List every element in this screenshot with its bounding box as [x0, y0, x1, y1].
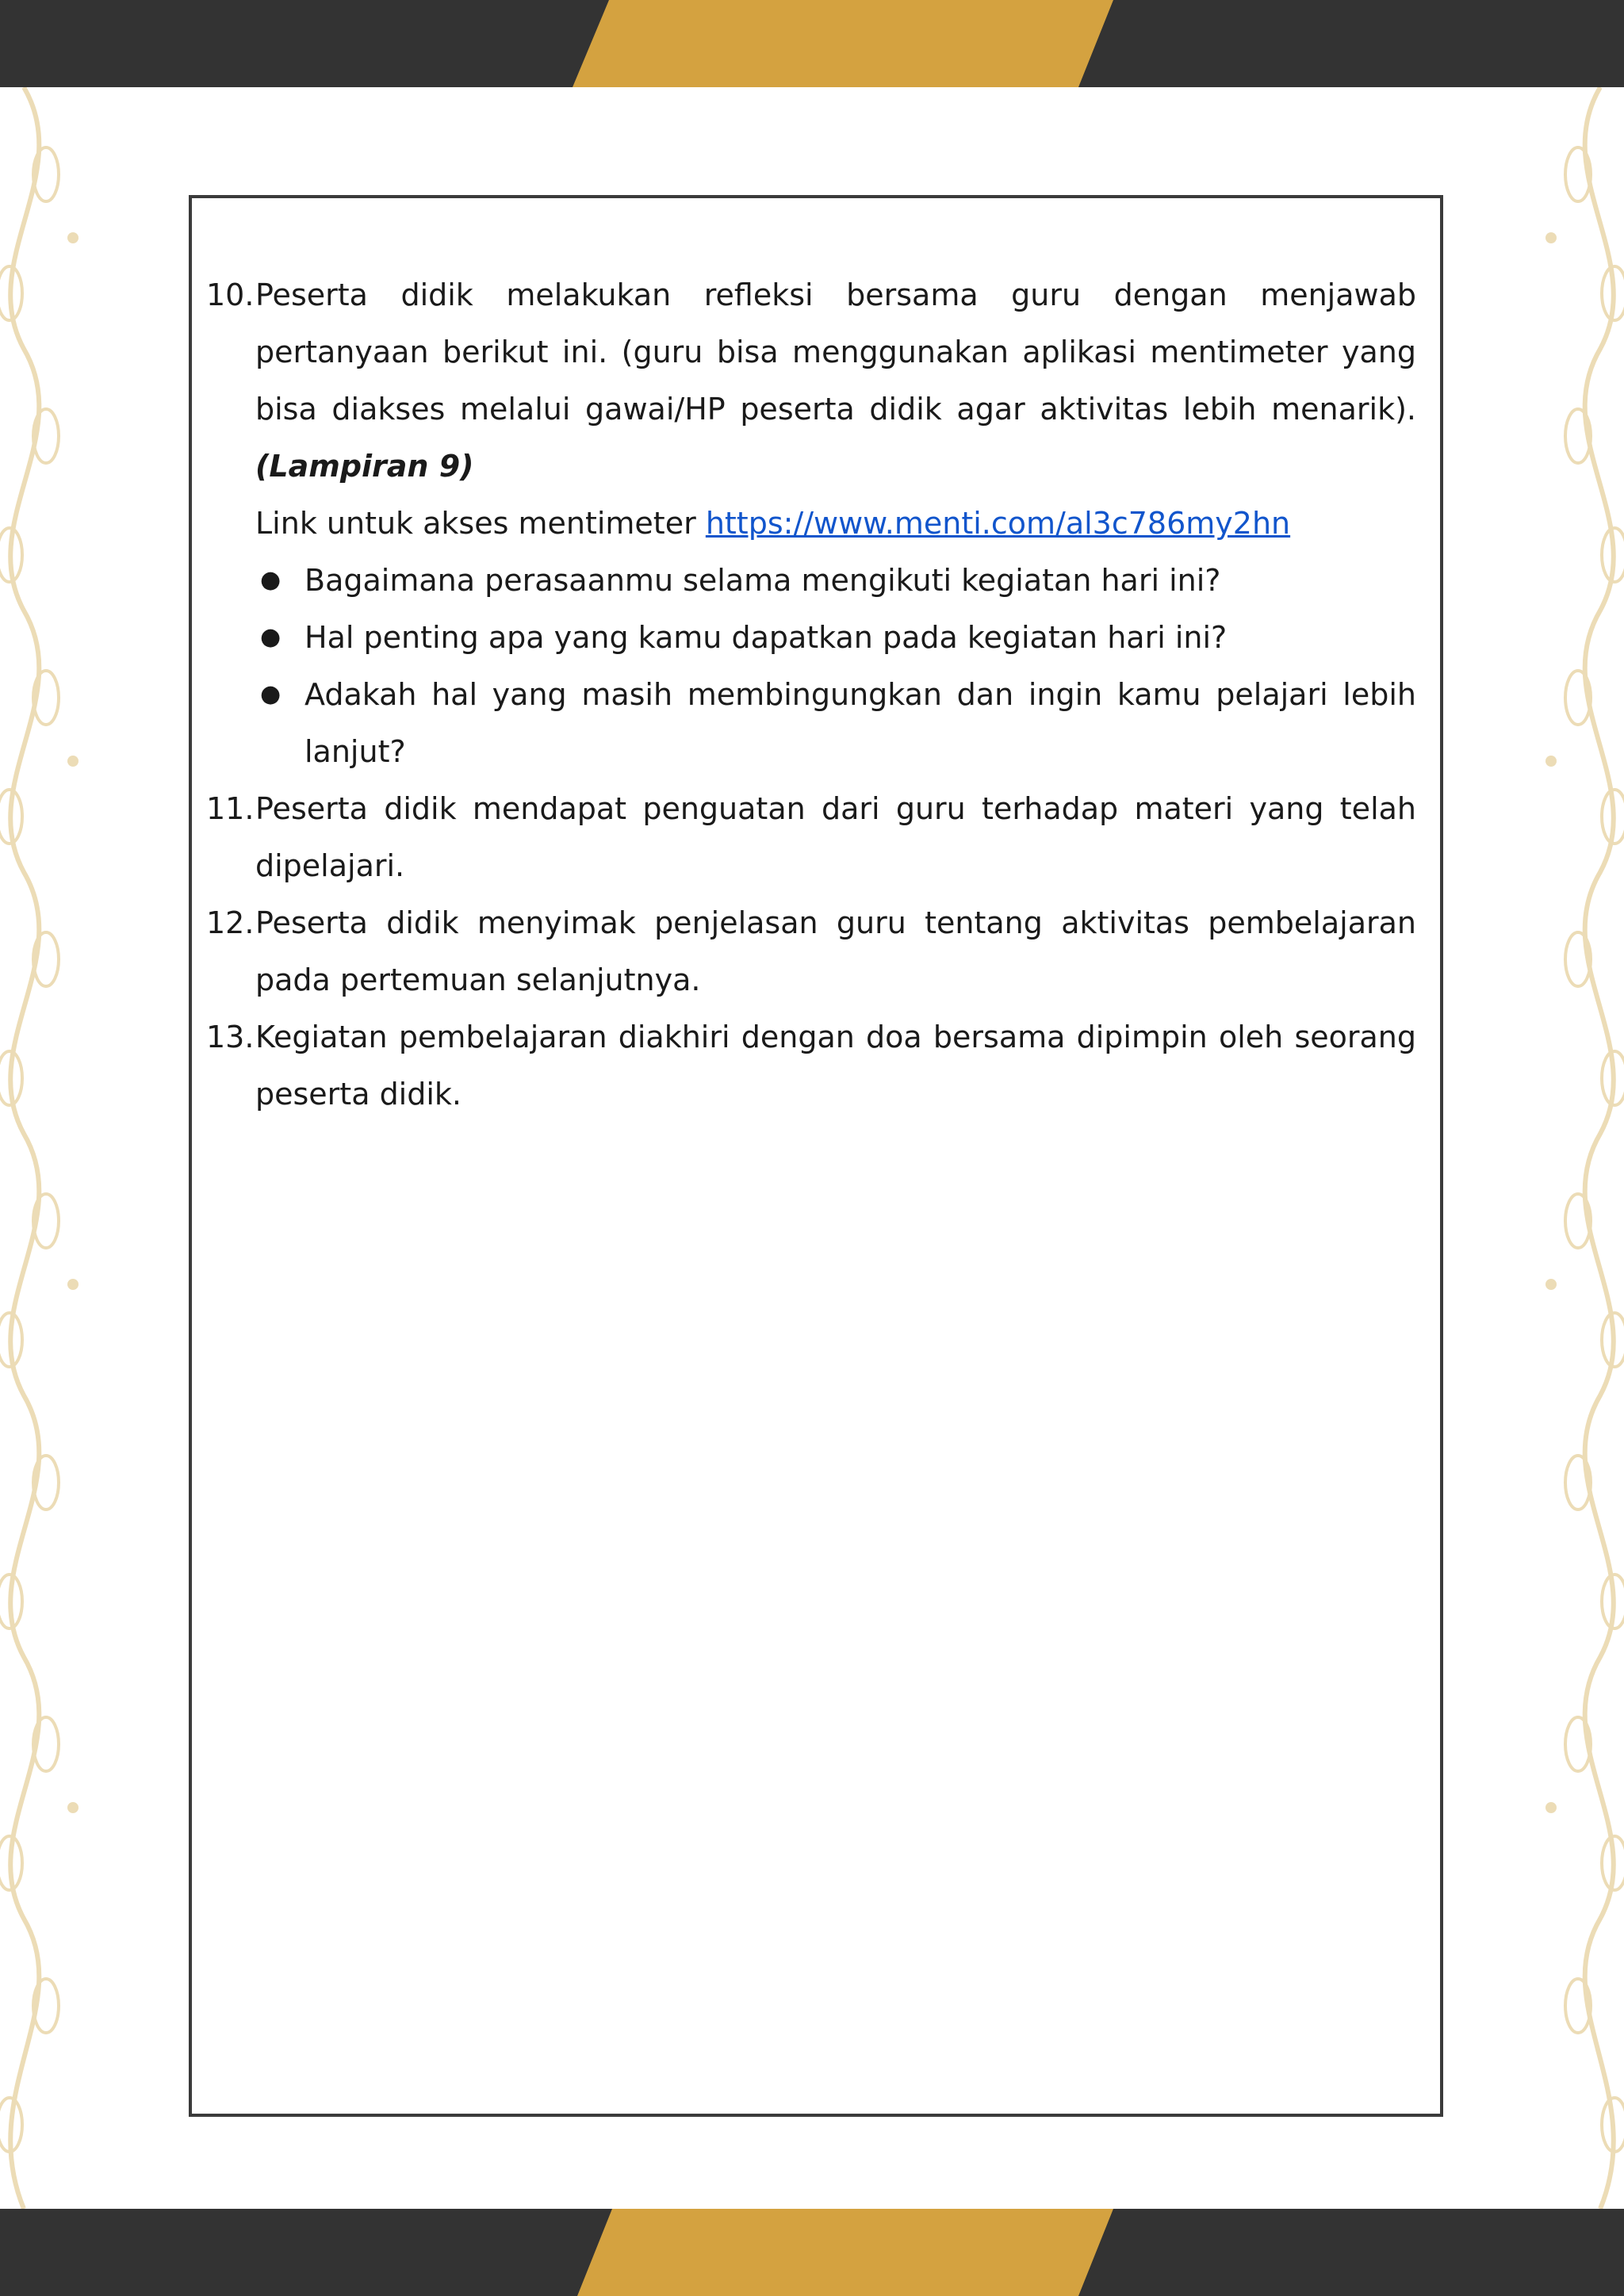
- item-text: Kegiatan pembelajaran diakhiri dengan doa bersama dipimpin oleh seorang peserta didik.: [255, 1020, 1416, 1112]
- list-item: [255, 666, 1416, 780]
- list-item: [255, 552, 1416, 609]
- item-number: 12.: [206, 905, 255, 940]
- footer-accent-stripe: [0, 2209, 1624, 2296]
- right-vine-ornament: [1529, 87, 1624, 2209]
- item-text: Peserta didik melakukan refleksi bersama guru dengan menjawab pertanyaan berikut ini. (guru bisa menggunakan aplikasi mentimeter yang bisa diakses melalui gawai/HP peserta didik agar aktivitas lebih menarik).: [255, 277, 1416, 427]
- item-text: Peserta didik menyimak penjelasan guru tentang aktivitas pembelajaran pada pertemuan selanjutnya.: [255, 905, 1416, 997]
- item-number: 10.: [206, 277, 255, 312]
- list-item-13: [206, 1008, 1416, 1123]
- mentimeter-link[interactable]: https://www.menti.com/al3c786my2hn: [705, 506, 1291, 541]
- list-item-10: [206, 266, 1416, 780]
- header-band: [0, 0, 1624, 87]
- list-item-12: [206, 894, 1416, 1008]
- reflection-questions: [255, 552, 1416, 780]
- item-paragraph: [255, 266, 1416, 495]
- activity-list: [206, 266, 1416, 1123]
- link-intro: Link untuk akses mentimeter: [255, 506, 696, 541]
- list-item: [255, 609, 1416, 666]
- footer-band: [0, 2209, 1624, 2296]
- appendix-reference: (Lampiran 9): [255, 449, 474, 484]
- header-accent-stripe: [0, 0, 1624, 87]
- bullet-text: Hal penting apa yang kamu dapatkan pada kegiatan hari ini?: [304, 620, 1228, 655]
- link-line: [255, 495, 1416, 552]
- list-item-11: [206, 780, 1416, 894]
- item-number: 13.: [206, 1020, 255, 1054]
- bullet-text: Adakah hal yang masih membingungkan dan ingin kamu pelajari lebih lanjut?: [304, 677, 1416, 769]
- item-number: 11.: [206, 791, 255, 826]
- item-text: Peserta didik mendapat penguatan dari guru terhadap materi yang telah dipelajari.: [255, 791, 1416, 883]
- bullet-icon: ●: [260, 680, 282, 708]
- left-vine-ornament: [0, 87, 95, 2209]
- bullet-icon: ●: [260, 566, 282, 594]
- bullet-icon: ●: [260, 623, 282, 651]
- bullet-text: Bagaimana perasaanmu selama mengikuti kegiatan hari ini?: [304, 563, 1221, 598]
